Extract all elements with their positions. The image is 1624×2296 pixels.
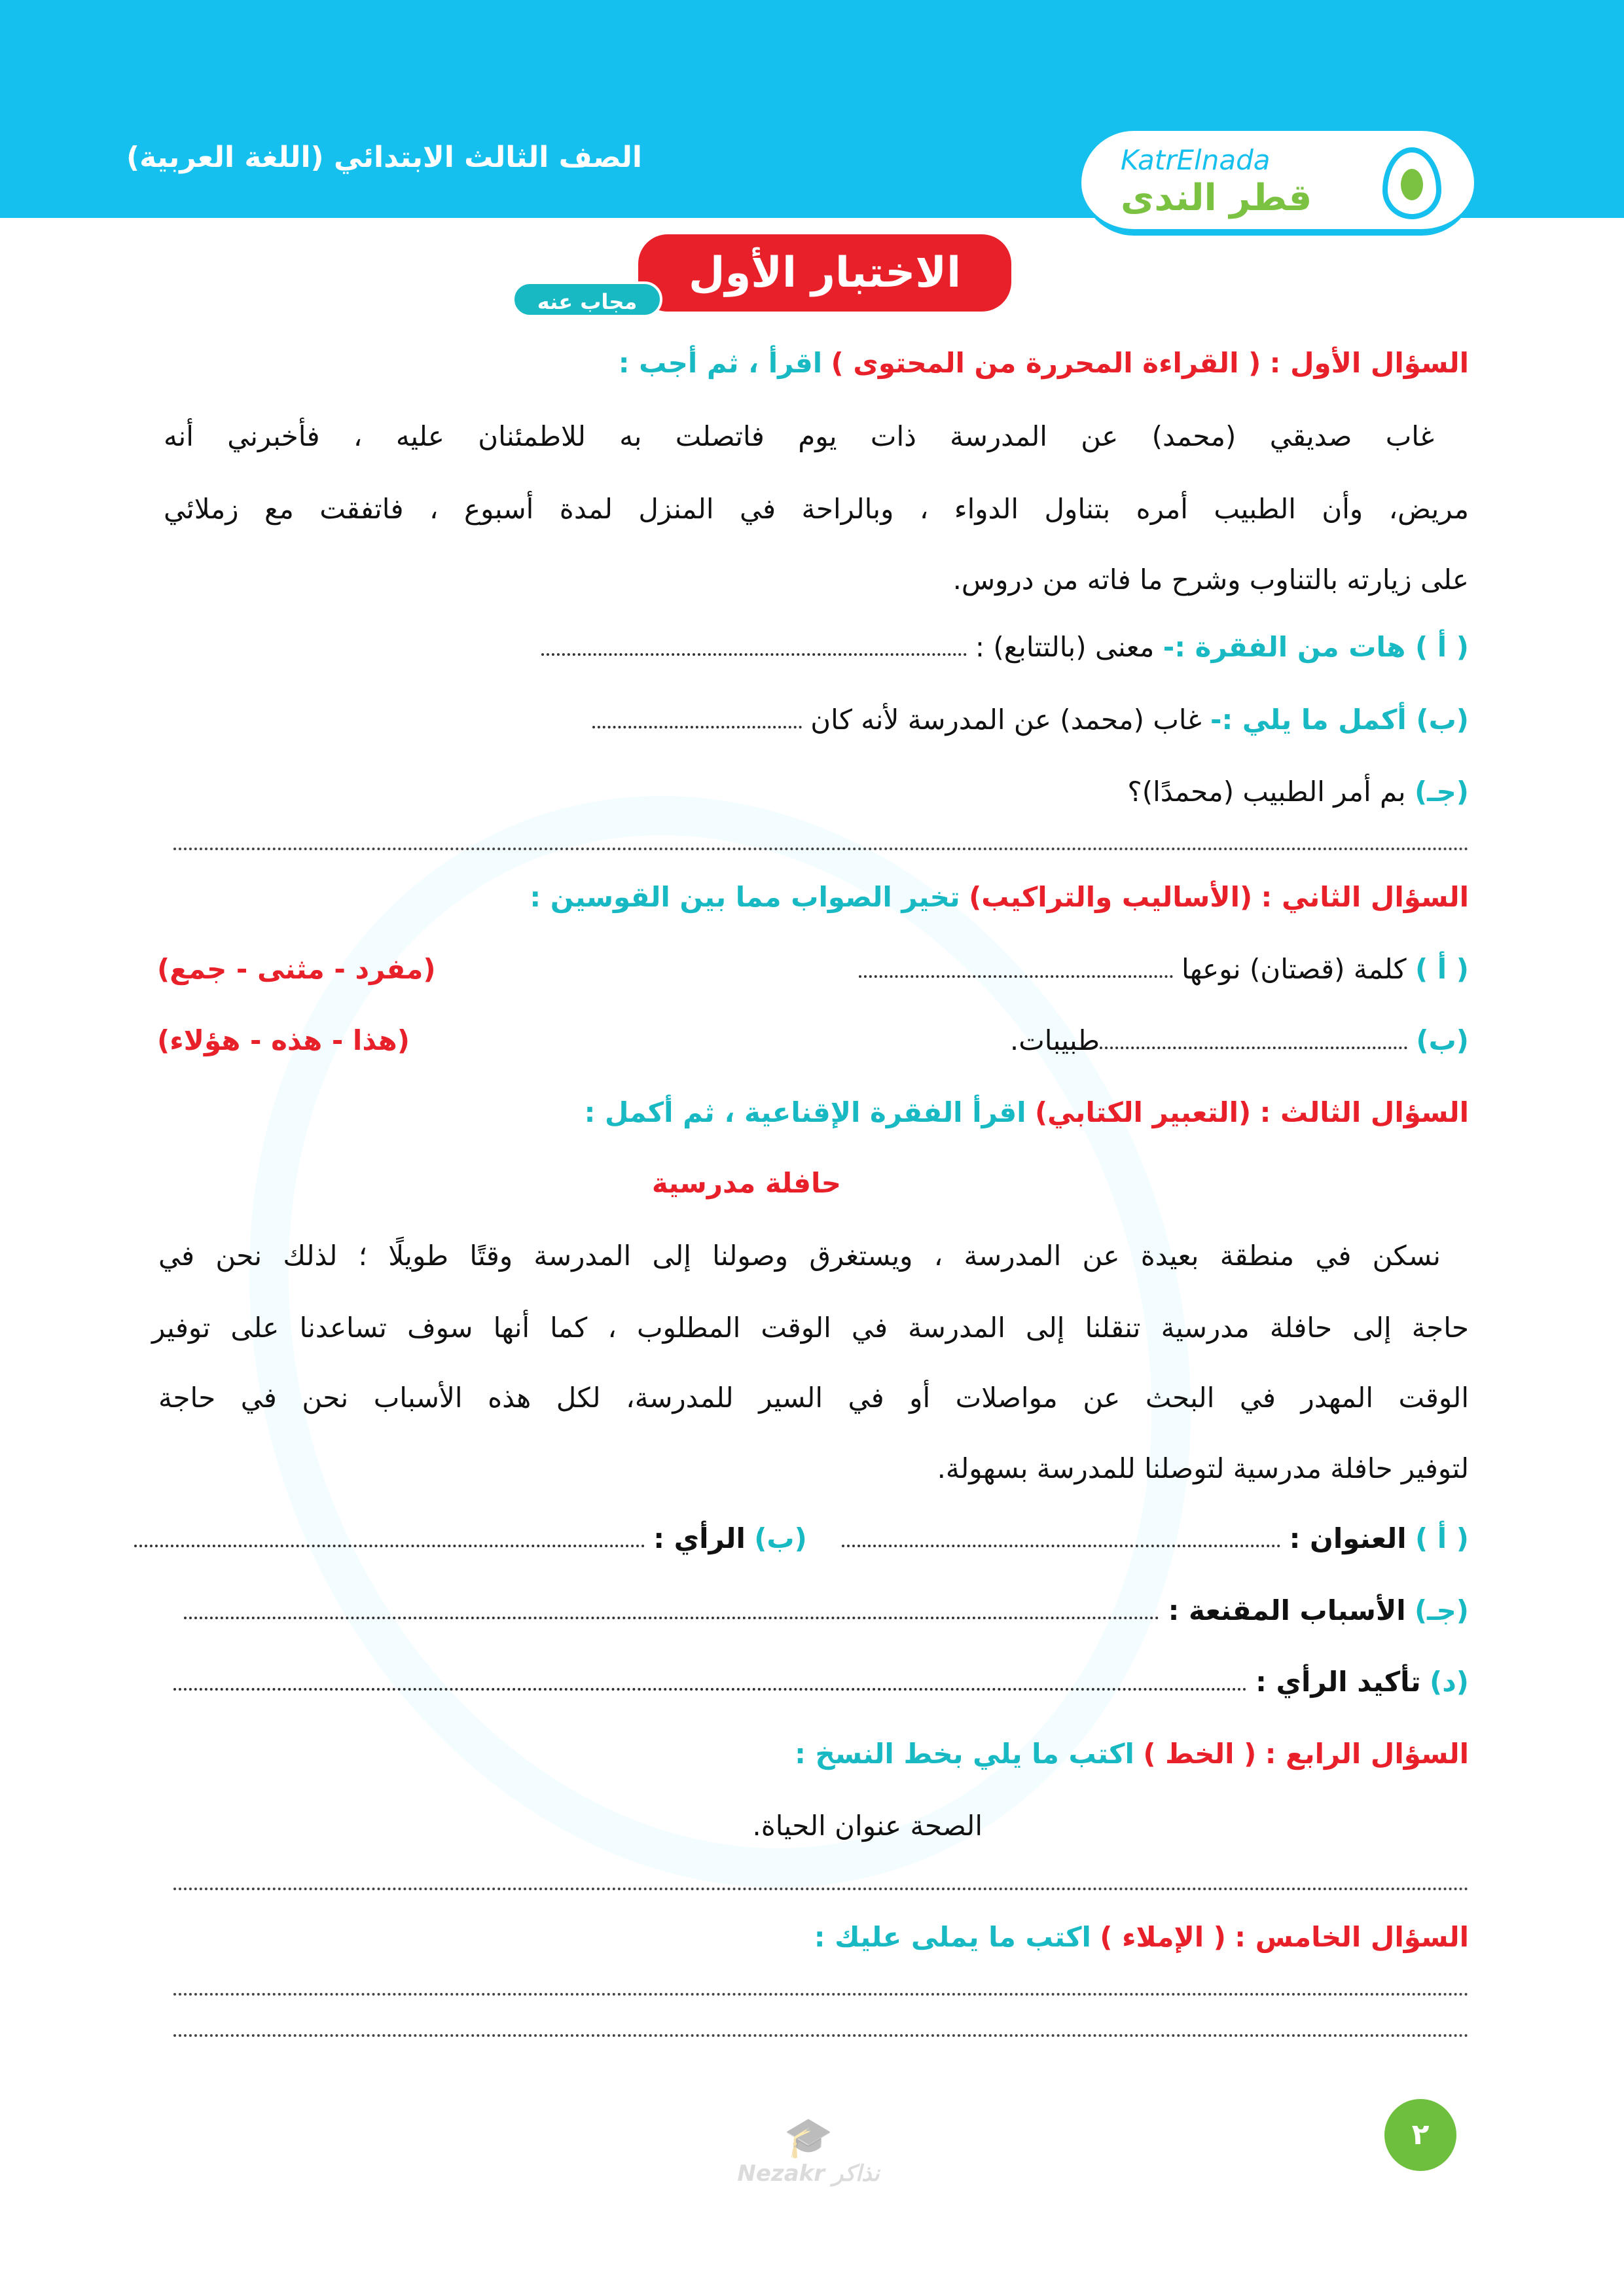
- q1-label: السؤال الأول :: [1269, 347, 1469, 379]
- watermark-text: Nezakr نذاكر: [737, 2161, 880, 2187]
- answer-blank[interactable]: [1100, 1036, 1407, 1049]
- q2-a-text: كلمة (قصتان) نوعها: [1182, 953, 1407, 985]
- grade-subject-title: الصف الثالث الابتدائي (اللغة العربية): [126, 141, 642, 174]
- answer-line[interactable]: [173, 2034, 1469, 2037]
- page-number: ٢: [1384, 2099, 1456, 2171]
- q3-d: [155, 1662, 1469, 1702]
- q3-heading: [155, 1093, 1469, 1132]
- q2-instruction: تخير الصواب مما بين القوسين :: [530, 881, 960, 913]
- q3-a-text: العنوان :: [1289, 1522, 1407, 1554]
- answer-blank[interactable]: [842, 1534, 1280, 1547]
- q2-topic: (الأساليب والتراكيب): [969, 881, 1253, 913]
- test-title: الاختبار الأول: [638, 234, 1011, 312]
- answer-line[interactable]: [173, 1888, 1469, 1890]
- q3-c-text: الأسباب المقنعة :: [1168, 1594, 1406, 1626]
- answer-blank[interactable]: [592, 715, 802, 728]
- q1-para-line: غاب صديقي (محمد) عن المدرسة ذات يوم فاتصلت به للاطمئنان عليه ، فأخبرني أنه: [164, 420, 1434, 452]
- q1-c-label: (جـ): [1414, 776, 1469, 808]
- q1-heading: [155, 344, 1469, 383]
- q2-a-options: (مفرد - مثنى - جمع): [157, 953, 436, 985]
- q1-para-line: مريض، وأن الطبيب أمره بتناول الدواء ، وبالراحة في المنزل لمدة أسبوع ، فاتفقت مع زملائي: [164, 493, 1469, 525]
- q2-a-label: ( أ ): [1415, 953, 1469, 985]
- q1-c: [155, 772, 1469, 812]
- q5-heading: [155, 1918, 1469, 1957]
- q4-instruction: اكتب ما يلي بخط النسخ :: [795, 1738, 1134, 1770]
- q2-heading: [155, 878, 1469, 917]
- q4-heading: [155, 1734, 1469, 1774]
- q3-para-line: نسكن في منطقة بعيدة عن المدرسة ، ويستغرق وصولنا إلى المدرسة وقتًا طويلًا ؛ لذلك نحن في: [158, 1240, 1441, 1272]
- q2-b-label: (ب): [1416, 1024, 1469, 1056]
- q2-label: السؤال الثاني :: [1261, 881, 1469, 913]
- q1-c-text: بم أمر الطبيب (محمدًا)؟: [1127, 776, 1406, 808]
- q3-para-line: الوقت المهدر في البحث عن مواصلات أو في السير للمدرسة، لكل هذه الأسباب نحن في حاجة: [158, 1382, 1469, 1414]
- q3-instruction: اقرأ الفقرة الإقناعية ، ثم أكمل :: [584, 1096, 1026, 1128]
- q1-b: [155, 700, 1469, 740]
- footer-watermark: [720, 2114, 897, 2245]
- q1-b-text: غاب (محمد) عن المدرسة لأنه كان: [810, 704, 1202, 736]
- answered-badge: مجاب عنه: [512, 281, 662, 317]
- q3-a: [155, 1519, 1469, 1558]
- q3-para-line: لتوفير حافلة مدرسية لتوصلنا للمدرسة بسهولة.: [937, 1452, 1469, 1484]
- q3-d-text: تأكيد الرأي :: [1255, 1666, 1421, 1698]
- answer-blank[interactable]: [134, 1534, 645, 1547]
- answer-blank[interactable]: [859, 965, 1173, 978]
- q3-topic: (التعبير الكتابي): [1034, 1096, 1252, 1128]
- q1-a: [155, 628, 1469, 667]
- q1-instruction: اقرأ ، ثم أجب :: [618, 347, 823, 379]
- q1-topic: ( القراءة المحررة من المحتوى ): [831, 347, 1261, 379]
- q5-instruction: اكتب ما يملى عليك :: [814, 1921, 1091, 1953]
- q3-b-label: (ب): [754, 1522, 807, 1554]
- q3-passage-title: حافلة مدرسية: [651, 1167, 842, 1199]
- q2-b-text: طبيبات.: [1009, 1024, 1100, 1056]
- q3-label: السؤال الثالث :: [1259, 1096, 1469, 1128]
- drop-icon: [1382, 147, 1441, 219]
- answer-line[interactable]: [173, 848, 1469, 850]
- q3-b-text: الرأي :: [653, 1522, 746, 1554]
- header-band: [0, 0, 1624, 218]
- q5-topic: ( الإملاء ): [1100, 1921, 1226, 1953]
- q5-label: السؤال الخامس :: [1235, 1921, 1469, 1953]
- logo-en: KatrElnada: [1121, 144, 1271, 176]
- logo-ar: قطر الندى: [1121, 177, 1312, 219]
- q3-d-label: (د): [1430, 1666, 1469, 1698]
- q1-para-line: على زيارته بالتناوب وشرح ما فاته من دروس.: [952, 564, 1469, 596]
- q3-c: [155, 1591, 1469, 1630]
- q4-label: السؤال الرابع :: [1265, 1738, 1469, 1770]
- q4-text: الصحة عنوان الحياة.: [752, 1810, 983, 1842]
- q3-para-line: حاجة إلى حافلة مدرسية تنقلنا إلى المدرسة في الوقت المطلوب ، كما أنها سوف تساعدنا على توفير: [152, 1312, 1469, 1344]
- q3-a-label: ( أ ): [1415, 1522, 1469, 1554]
- answer-blank[interactable]: [184, 1606, 1159, 1619]
- answer-line[interactable]: [173, 1993, 1469, 1996]
- q1-a-text: معنى (بالتتابع) :: [975, 631, 1155, 663]
- answer-blank[interactable]: [173, 1677, 1247, 1691]
- q1-b-label: (ب) أكمل ما يلي :-: [1210, 704, 1469, 736]
- graduation-cap-icon: 🎓: [784, 2115, 833, 2161]
- logo: [1081, 131, 1474, 236]
- q3-c-label: (جـ): [1414, 1594, 1469, 1626]
- answer-blank[interactable]: [541, 643, 967, 656]
- q2-b-options: (هذا - هذه - هؤلاء): [157, 1024, 410, 1056]
- q1-a-label: ( أ ) هات من الفقرة :-: [1163, 631, 1469, 663]
- q4-topic: ( الخط ): [1143, 1738, 1257, 1770]
